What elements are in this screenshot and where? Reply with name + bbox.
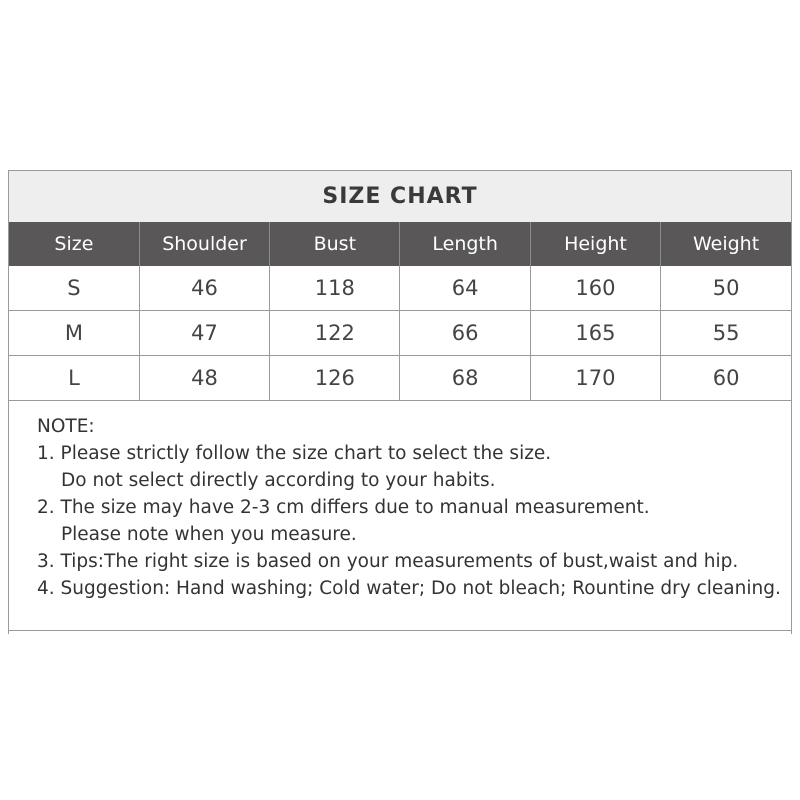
notes-heading: NOTE: bbox=[37, 416, 95, 437]
header-height: Height bbox=[530, 222, 660, 266]
cell-shoulder: 46 bbox=[139, 266, 269, 311]
note-line: Do not select directly according to your habits. bbox=[61, 470, 496, 491]
table-row bbox=[9, 356, 791, 401]
cell-weight: 60 bbox=[661, 356, 791, 401]
cell-shoulder: 48 bbox=[139, 356, 269, 401]
note-line: Please note when you measure. bbox=[61, 524, 357, 545]
cell-shoulder: 47 bbox=[139, 311, 269, 356]
note-line: 2. The size may have 2-3 cm differs due to manual measurement. bbox=[37, 497, 650, 518]
cell-height: 160 bbox=[530, 266, 660, 311]
cell-weight: 55 bbox=[661, 311, 791, 356]
bottom-divider bbox=[9, 630, 791, 631]
cell-height: 165 bbox=[530, 311, 660, 356]
notes-section bbox=[37, 413, 787, 602]
note-line: 1. Please strictly follow the size chart to select the size. bbox=[37, 443, 552, 464]
size-table bbox=[9, 222, 791, 401]
cell-size: M bbox=[9, 311, 139, 356]
cell-size: S bbox=[9, 266, 139, 311]
size-chart bbox=[8, 170, 792, 634]
cell-length: 64 bbox=[400, 266, 530, 311]
cell-bust: 122 bbox=[270, 311, 400, 356]
table-row bbox=[9, 311, 791, 356]
header-shoulder: Shoulder bbox=[139, 222, 269, 266]
note-line: 3. Tips:The right size is based on your measurements of bust,waist and hip. bbox=[37, 551, 739, 572]
header-weight: Weight bbox=[661, 222, 791, 266]
table-header-row bbox=[9, 222, 791, 266]
cell-height: 170 bbox=[530, 356, 660, 401]
header-size: Size bbox=[9, 222, 139, 266]
chart-title: SIZE CHART bbox=[9, 170, 791, 222]
cell-weight: 50 bbox=[661, 266, 791, 311]
note-line: 4. Suggestion: Hand washing; Cold water; Do not bleach; Rountine dry cleaning. bbox=[37, 578, 781, 599]
cell-bust: 118 bbox=[270, 266, 400, 311]
table-row bbox=[9, 266, 791, 311]
cell-length: 68 bbox=[400, 356, 530, 401]
cell-size: L bbox=[9, 356, 139, 401]
header-bust: Bust bbox=[270, 222, 400, 266]
cell-length: 66 bbox=[400, 311, 530, 356]
header-length: Length bbox=[400, 222, 530, 266]
cell-bust: 126 bbox=[270, 356, 400, 401]
